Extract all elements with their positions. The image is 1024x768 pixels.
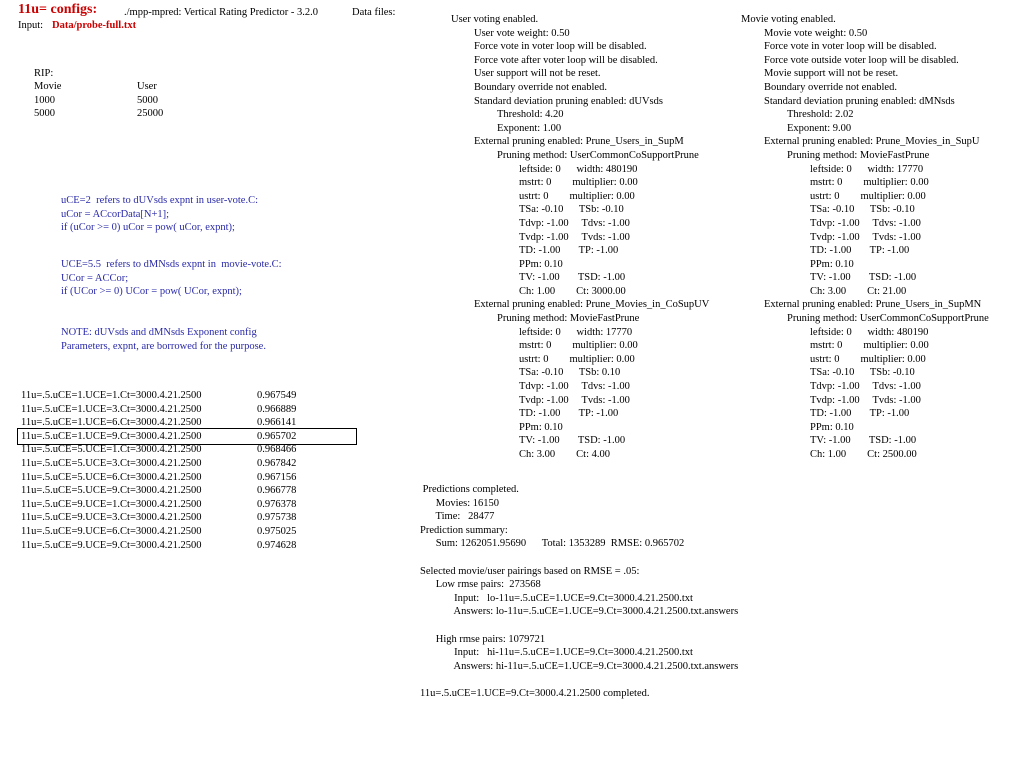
note-line: if (UCor >= 0) UCor = pow( UCor, expnt);: [61, 286, 242, 298]
summary-line: [420, 551, 738, 565]
config-line: ustrt: 0 multiplier: 0.00: [810, 353, 926, 365]
config-line: PPm: 0.10: [519, 421, 563, 433]
config-line: Threshold: 2.02: [787, 109, 854, 121]
summary-line: 11u=.5.uCE=1.UCE=9.Ct=3000.4.21.2500 completed.: [420, 687, 650, 699]
summary-line: Input: lo-11u=.5.uCE=1.UCE=9.Ct=3000.4.21.2500.txt: [420, 592, 693, 604]
movie-config-column: [741, 13, 989, 462]
result-row: [21, 498, 341, 512]
summary-line: Prediction summary:: [420, 524, 508, 536]
result-name: 11u=.5.uCE=1.UCE=9.Ct=3000.4.21.2500: [21, 430, 202, 442]
summary-line: Selected movie/user pairings based on RMSE = .05:: [420, 565, 640, 577]
config-line: Pruning method: UserCommonCoSupportPrune: [787, 313, 989, 325]
note-line: NOTE: dUVsds and dMNsds Exponent config: [61, 327, 257, 338]
config-line: User vote weight: 0.50: [474, 27, 570, 39]
note-line: uCE=2 refers to dUVsds expnt in user-vote.C:: [61, 195, 259, 206]
config-line: Force vote outside voter loop will be disabled.: [764, 54, 959, 66]
config-line: Exponent: 1.00: [497, 122, 562, 134]
config-line: Pruning method: MovieFastPrune: [497, 313, 640, 325]
summary-line: Time: 28477: [420, 511, 495, 523]
config-line: TV: -1.00 TSD: -1.00: [810, 272, 917, 284]
result-value: 0.967842: [257, 457, 297, 469]
result-value: 0.966141: [257, 417, 297, 429]
summary-line: Input: hi-11u=.5.uCE=1.UCE=9.Ct=3000.4.21.2500.txt: [420, 647, 693, 659]
result-value: 0.966778: [257, 485, 297, 497]
result-value: 0.976378: [257, 498, 297, 510]
result-name: 11u=.5.uCE=9.UCE=9.Ct=3000.4.21.2500: [21, 539, 202, 551]
config-line: TV: -1.00 TSD: -1.00: [519, 435, 626, 447]
results-table: [21, 389, 341, 552]
result-value: 0.975025: [257, 525, 297, 537]
result-name: 11u=.5.uCE=5.UCE=9.Ct=3000.4.21.2500: [21, 485, 202, 497]
note-line: UCE=5.5 refers to dMNsds expnt in movie-vote.C:: [61, 259, 282, 270]
result-name: 11u=.5.uCE=9.UCE=1.Ct=3000.4.21.2500: [21, 498, 202, 510]
config-line: Tdvp: -1.00 Tdvs: -1.00: [810, 217, 921, 229]
config-line: mstrt: 0 multiplier: 0.00: [810, 340, 929, 352]
data-files-label: Data files:: [352, 7, 396, 18]
config-line: Tvdp: -1.00 Tvds: -1.00: [519, 394, 630, 406]
config-line: Pruning method: MovieFastPrune: [787, 149, 930, 161]
config-line: mstrt: 0 multiplier: 0.00: [519, 340, 638, 352]
config-line: Pruning method: UserCommonCoSupportPrune: [497, 149, 699, 161]
config-line: PPm: 0.10: [810, 421, 854, 433]
config-line: External pruning enabled: Prune_Users_in_SupM: [474, 136, 684, 148]
config-line: TD: -1.00 TP: -1.00: [810, 245, 910, 257]
config-line: mstrt: 0 multiplier: 0.00: [519, 177, 638, 189]
summary-line: High rmse pairs: 1079721: [420, 633, 546, 645]
config-line: ustrt: 0 multiplier: 0.00: [519, 353, 635, 365]
config-line: Movie support will not be reset.: [764, 68, 899, 80]
config-line: PPm: 0.10: [519, 258, 563, 270]
note-block-ucE: [61, 194, 258, 235]
config-line: Ch: 1.00 Ct: 2500.00: [810, 449, 917, 460]
result-value: 0.965702: [257, 430, 297, 442]
config-line: Ch: 1.00 Ct: 3000.00: [519, 285, 626, 297]
config-line: Standard deviation pruning enabled: dUVsds: [474, 95, 663, 107]
user-config-column: [451, 13, 709, 462]
note-line: uCor = ACcorData[N+1];: [61, 208, 170, 220]
config-label: 11u= configs:: [18, 2, 98, 17]
config-line: PPm: 0.10: [810, 258, 854, 270]
result-value: 0.975738: [257, 512, 297, 524]
config-line: TSa: -0.10 TSb: -0.10: [810, 367, 915, 379]
config-line: TV: -1.00 TSD: -1.00: [519, 272, 626, 284]
result-row: [21, 457, 341, 471]
result-row: [21, 484, 341, 498]
config-line: Force vote after voter loop will be disabled.: [474, 54, 658, 66]
config-line: Exponent: 9.00: [787, 122, 852, 134]
note-block-exponent: [61, 326, 266, 353]
result-name: 11u=.5.uCE=9.UCE=6.Ct=3000.4.21.2500: [21, 525, 202, 537]
config-line: TV: -1.00 TSD: -1.00: [810, 435, 917, 447]
config-line: mstrt: 0 multiplier: 0.00: [810, 177, 929, 189]
config-line: Ch: 3.00 Ct: 21.00: [810, 285, 907, 297]
rip-cell: 5000: [137, 95, 158, 106]
summary-line: Answers: hi-11u=.5.uCE=1.UCE=9.Ct=3000.4.21.2500.txt.answers: [420, 660, 739, 672]
prediction-summary: [420, 483, 738, 701]
config-line: ustrt: 0 multiplier: 0.00: [810, 190, 926, 202]
config-line: Ch: 3.00 Ct: 4.00: [519, 449, 611, 460]
config-line: User voting enabled.: [451, 14, 539, 25]
config-line: Tdvp: -1.00 Tdvs: -1.00: [810, 381, 921, 393]
result-row: [21, 471, 341, 485]
result-name: 11u=.5.uCE=5.UCE=1.Ct=3000.4.21.2500: [21, 444, 202, 456]
config-line: TD: -1.00 TP: -1.00: [519, 408, 619, 420]
rip-cell: 1000: [34, 95, 55, 106]
summary-line: [420, 619, 738, 633]
config-line: Standard deviation pruning enabled: dMNsds: [764, 95, 955, 107]
note-line: UCor = ACCor;: [61, 272, 129, 284]
config-line: Force vote in voter loop will be disabled.: [764, 41, 937, 53]
result-name: 11u=.5.uCE=1.UCE=3.Ct=3000.4.21.2500: [21, 403, 202, 415]
config-line: Movie vote weight: 0.50: [764, 27, 868, 39]
config-line: External pruning enabled: Prune_Movies_in_SupU: [764, 136, 980, 148]
result-row: [21, 389, 341, 403]
result-row: [21, 443, 341, 457]
rip-cell: 25000: [137, 108, 164, 119]
summary-line: Movies: 16150: [420, 497, 500, 509]
result-value: 0.974628: [257, 539, 297, 551]
rip-header-movie: Movie: [34, 81, 62, 92]
config-line: Tvdp: -1.00 Tvds: -1.00: [810, 231, 921, 243]
rip-title: RIP:: [34, 68, 54, 79]
result-name: 11u=.5.uCE=1.UCE=1.Ct=3000.4.21.2500: [21, 390, 202, 401]
config-line: Tdvp: -1.00 Tdvs: -1.00: [519, 381, 630, 393]
result-name: 11u=.5.uCE=1.UCE=6.Ct=3000.4.21.2500: [21, 417, 202, 429]
config-line: Threshold: 4.20: [497, 109, 564, 121]
config-line: Tvdp: -1.00 Tvds: -1.00: [519, 231, 630, 243]
result-value: 0.966889: [257, 403, 297, 415]
result-row: [21, 511, 341, 525]
config-line: leftside: 0 width: 480190: [810, 326, 929, 338]
config-line: TSa: -0.10 TSb: -0.10: [810, 204, 915, 216]
config-line: leftside: 0 width: 17770: [810, 163, 924, 175]
config-line: ustrt: 0 multiplier: 0.00: [519, 190, 635, 202]
config-line: TD: -1.00 TP: -1.00: [519, 245, 619, 257]
summary-line: [420, 673, 738, 687]
summary-line: Answers: lo-11u=.5.uCE=1.UCE=9.Ct=3000.4.21.2500.txt.answers: [420, 606, 739, 618]
result-value: 0.967549: [257, 390, 297, 401]
config-line: Boundary override not enabled.: [764, 81, 897, 93]
result-row: [21, 403, 341, 417]
config-line: External pruning enabled: Prune_Users_in_SupMN: [764, 299, 982, 311]
config-line: Force vote in voter loop will be disabled.: [474, 41, 647, 53]
config-line: TSa: -0.10 TSb: 0.10: [519, 367, 621, 379]
result-name: 11u=.5.uCE=5.UCE=6.Ct=3000.4.21.2500: [21, 471, 202, 483]
rip-header-user: User: [137, 81, 157, 92]
config-line: Movie voting enabled.: [741, 14, 836, 25]
rip-cell: 5000: [34, 108, 55, 119]
summary-line: Low rmse pairs: 273568: [420, 579, 541, 591]
note-line: if (uCor >= 0) uCor = pow( uCor, expnt);: [61, 222, 235, 234]
config-line: Tvdp: -1.00 Tvds: -1.00: [810, 394, 921, 406]
config-line: User support will not be reset.: [474, 68, 601, 80]
result-row: [21, 525, 341, 539]
result-row: [21, 430, 341, 444]
config-line: TSa: -0.10 TSb: -0.10: [519, 204, 624, 216]
result-row: [21, 416, 341, 430]
program-title: ./mpp-mpred: Vertical Rating Predictor - 3.2.0: [124, 7, 319, 18]
result-value: 0.968466: [257, 444, 297, 456]
input-label: Input:: [18, 20, 44, 31]
result-name: 11u=.5.uCE=5.UCE=3.Ct=3000.4.21.2500: [21, 457, 202, 469]
summary-line: Predictions completed.: [420, 484, 519, 495]
input-file: Data/probe-full.txt: [52, 20, 137, 31]
config-line: TD: -1.00 TP: -1.00: [810, 408, 910, 420]
config-line: Boundary override not enabled.: [474, 81, 607, 93]
config-line: leftside: 0 width: 480190: [519, 163, 638, 175]
note-line: Parameters, expnt, are borrowed for the purpose.: [61, 340, 266, 352]
summary-line: Sum: 1262051.95690 Total: 1353289 RMSE: 0.965702: [420, 538, 685, 550]
result-name: 11u=.5.uCE=9.UCE=3.Ct=3000.4.21.2500: [21, 512, 202, 524]
result-row: [21, 539, 341, 553]
config-line: leftside: 0 width: 17770: [519, 326, 633, 338]
config-line: Tdvp: -1.00 Tdvs: -1.00: [519, 217, 630, 229]
result-value: 0.967156: [257, 471, 297, 483]
config-line: External pruning enabled: Prune_Movies_in_CoSupUV: [474, 299, 710, 311]
note-block-UCE: [61, 258, 282, 299]
